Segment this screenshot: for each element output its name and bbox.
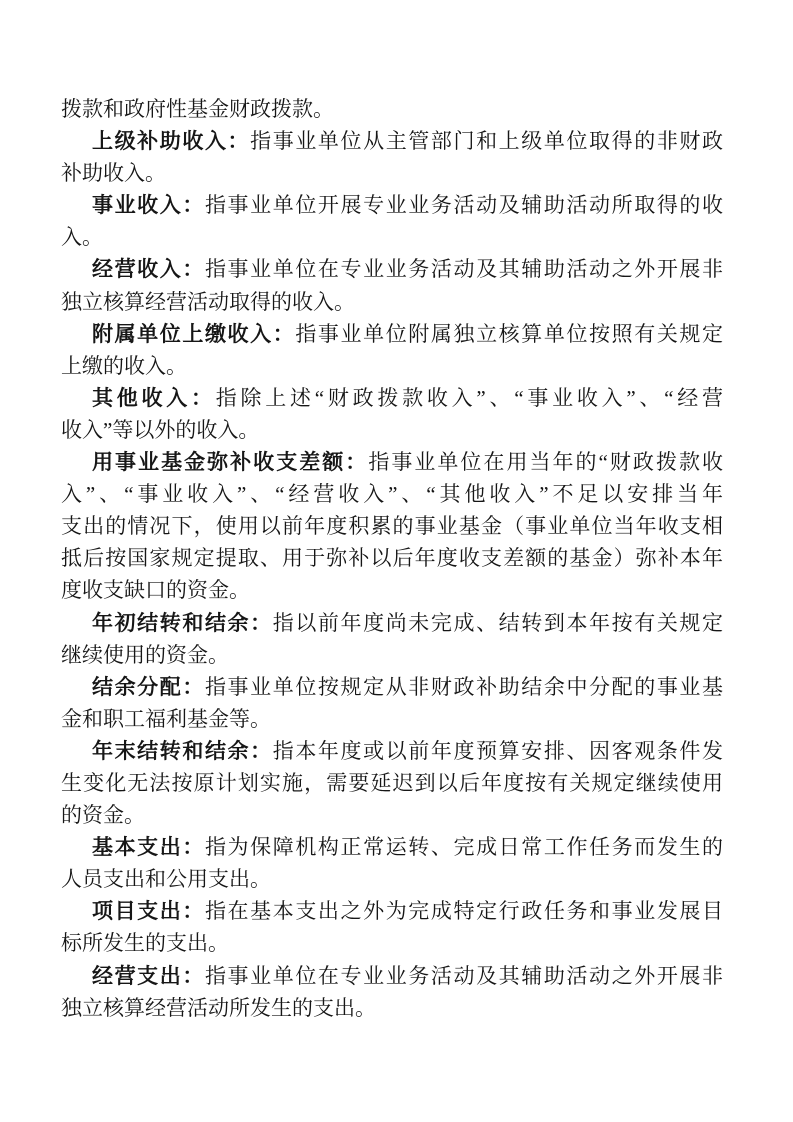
term-label: 结余分配： bbox=[92, 675, 205, 699]
text-line-p2-l1: 入。 bbox=[61, 225, 103, 250]
text-line-p2-l0: 事业收入：指事业单位开展专业业务活动及辅助活动所取得的收 bbox=[92, 193, 724, 218]
text-line-p4-l1: 上缴的收入。 bbox=[61, 353, 187, 378]
text-line-p9-l2: 的资金。 bbox=[61, 803, 145, 828]
text-line-p11-l1: 标所发生的支出。 bbox=[61, 931, 229, 956]
text-line-p3-l0: 经营收入：指事业单位在专业业务活动及其辅助活动之外开展非 bbox=[92, 257, 724, 282]
term-label: 基本支出： bbox=[92, 836, 205, 860]
term-label: 经营收入： bbox=[92, 258, 205, 282]
text-line-p9-l1: 生变化无法按原计划实施，需要延迟到以后年度按有关规定继续使用 bbox=[61, 770, 723, 795]
text-line-p8-l1: 金和职工福利基金等。 bbox=[61, 706, 271, 731]
term-label: 项目支出： bbox=[92, 900, 205, 924]
term-label: 附属单位上缴收入： bbox=[92, 322, 296, 346]
text-line-p6-l2: 支出的情况下，使用以前年度积累的事业基金（事业单位当年收支相 bbox=[61, 514, 723, 539]
term-label: 上级补助收入： bbox=[92, 130, 251, 154]
term-label: 事业收入： bbox=[92, 194, 205, 218]
text-line-p6-l4: 度收支缺口的资金。 bbox=[61, 578, 250, 603]
text-line-p0-l0: 拨款和政府性基金财政拨款。 bbox=[61, 97, 334, 121]
text-line-p10-l0: 基本支出：指为保障机构正常运转、完成日常工作任务而发生的 bbox=[92, 835, 724, 860]
text-line-p7-l0: 年初结转和结余：指以前年度尚未完成、结转到本年按有关规定 bbox=[92, 610, 724, 635]
text-line-p5-l0: 其他收入：指除上述“财政拨款收入”、“事业收入”、“经营 bbox=[92, 385, 723, 410]
text-line-p6-l3: 抵后按国家规定提取、用于弥补以后年度收支差额的基金）弥补本年 bbox=[61, 546, 723, 571]
term-label: 其他收入： bbox=[92, 386, 216, 410]
term-label: 用事业基金弥补收支差额： bbox=[92, 451, 369, 475]
text-line-p6-l0: 用事业基金弥补收支差额：指事业单位在用当年的“财政拨款收 bbox=[92, 450, 724, 475]
text-line-p12-l0: 经营支出：指事业单位在专业业务活动及其辅助活动之外开展非 bbox=[92, 963, 724, 988]
text-line-p5-l1: 收入”等以外的收入。 bbox=[61, 417, 260, 442]
term-label: 经营支出： bbox=[92, 964, 205, 988]
text-line-p3-l1: 独立核算经营活动取得的收入。 bbox=[61, 289, 355, 314]
text-line-p8-l0: 结余分配：指事业单位按规定从非财政补助结余中分配的事业基 bbox=[92, 674, 724, 699]
text-line-p1-l1: 补助收入。 bbox=[61, 161, 166, 186]
term-label: 年末结转和结余： bbox=[92, 739, 273, 763]
text-line-p1-l0: 上级补助收入：指事业单位从主管部门和上级单位取得的非财政 bbox=[92, 129, 724, 154]
text-line-p12-l1: 独立核算经营活动所发生的支出。 bbox=[61, 995, 376, 1020]
text-line-p11-l0: 项目支出：指在基本支出之外为完成特定行政任务和事业发展目 bbox=[92, 899, 724, 924]
budget-terms-definitions-text bbox=[61, 93, 723, 1024]
text-line-p9-l0: 年末结转和结余：指本年度或以前年度预算安排、因客观条件发 bbox=[92, 738, 724, 763]
text-line-p6-l1: 入”、“事业收入”、“经营收入”、“其他收入”不足以安排当年 bbox=[61, 482, 723, 507]
text-line-p10-l1: 人员支出和公用支出。 bbox=[61, 867, 271, 892]
term-label: 年初结转和结余： bbox=[92, 611, 273, 635]
text-line-p7-l1: 继续使用的资金。 bbox=[61, 642, 229, 667]
text-line-p4-l0: 附属单位上缴收入：指事业单位附属独立核算单位按照有关规定 bbox=[92, 321, 724, 346]
